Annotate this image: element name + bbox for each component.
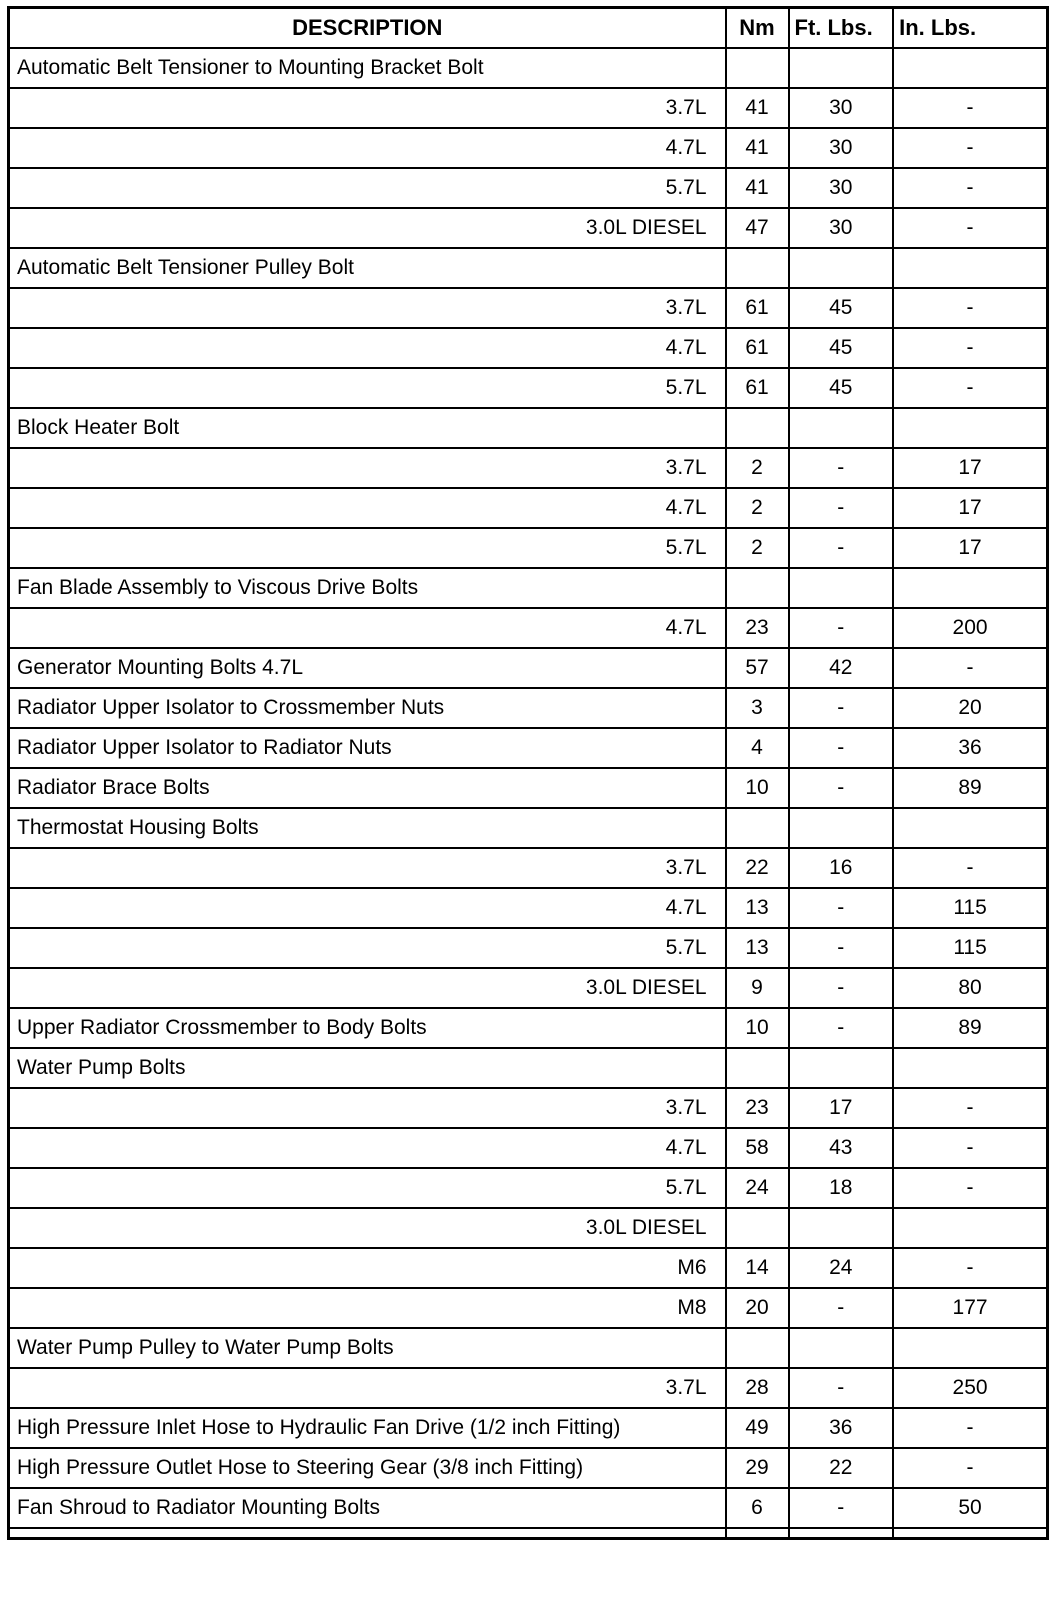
nm-value-cell <box>726 408 789 448</box>
table-row <box>9 888 1048 928</box>
column-header-inlbs: In. Lbs. <box>893 8 1047 48</box>
description-cell: 4.7L <box>9 328 726 368</box>
description-cell: M8 <box>9 1288 726 1328</box>
description-cell: 4.7L <box>9 888 726 928</box>
table-row <box>9 328 1048 368</box>
table-row <box>9 768 1048 808</box>
table-row <box>9 608 1048 648</box>
description-cell: Fan Shroud to Radiator Mounting Bolts <box>9 1488 726 1528</box>
ftlbs-value-cell: - <box>789 928 894 968</box>
description-cell: 4.7L <box>9 128 726 168</box>
nm-value-cell: 58 <box>726 1128 789 1168</box>
ftlbs-value-cell: 42 <box>789 648 894 688</box>
inlbs-value-cell: - <box>893 1448 1047 1488</box>
header-row <box>9 8 1048 48</box>
nm-value-cell <box>726 248 789 288</box>
nm-value-cell: 41 <box>726 168 789 208</box>
ftlbs-value-cell: - <box>789 1008 894 1048</box>
description-cell: 3.7L <box>9 288 726 328</box>
table-row <box>9 1208 1048 1248</box>
ftlbs-value-cell: 45 <box>789 288 894 328</box>
ftlbs-value-cell <box>789 1528 894 1539</box>
inlbs-value-cell: - <box>893 1248 1047 1288</box>
inlbs-value-cell: - <box>893 368 1047 408</box>
inlbs-value-cell: 89 <box>893 768 1047 808</box>
nm-value-cell: 2 <box>726 488 789 528</box>
nm-value-cell <box>726 1528 789 1539</box>
ftlbs-value-cell <box>789 48 894 88</box>
description-cell: Block Heater Bolt <box>9 408 726 448</box>
table-row <box>9 288 1048 328</box>
table-row <box>9 808 1048 848</box>
table-row <box>9 88 1048 128</box>
ftlbs-value-cell: 30 <box>789 208 894 248</box>
description-cell: Radiator Upper Isolator to Crossmember Nuts <box>9 688 726 728</box>
inlbs-value-cell: - <box>893 648 1047 688</box>
table-row <box>9 1488 1048 1528</box>
table-row <box>9 528 1048 568</box>
ftlbs-value-cell: - <box>789 728 894 768</box>
table-row <box>9 1368 1048 1408</box>
inlbs-value-cell: 17 <box>893 488 1047 528</box>
table-row <box>9 408 1048 448</box>
nm-value-cell: 23 <box>726 608 789 648</box>
ftlbs-value-cell <box>789 1208 894 1248</box>
ftlbs-value-cell: 30 <box>789 168 894 208</box>
table-row <box>9 648 1048 688</box>
table-row <box>9 1088 1048 1128</box>
nm-value-cell: 10 <box>726 1008 789 1048</box>
table-row <box>9 1448 1048 1488</box>
inlbs-value-cell: - <box>893 208 1047 248</box>
table-row <box>9 1248 1048 1288</box>
table-row <box>9 368 1048 408</box>
description-cell: 5.7L <box>9 368 726 408</box>
nm-value-cell: 57 <box>726 648 789 688</box>
nm-value-cell: 13 <box>726 928 789 968</box>
nm-value-cell: 3 <box>726 688 789 728</box>
inlbs-value-cell: 89 <box>893 1008 1047 1048</box>
inlbs-value-cell: - <box>893 1128 1047 1168</box>
ftlbs-value-cell <box>789 568 894 608</box>
description-cell: 5.7L <box>9 928 726 968</box>
inlbs-value-cell <box>893 1208 1047 1248</box>
ftlbs-value-cell: 45 <box>789 368 894 408</box>
table-row <box>9 168 1048 208</box>
table-row <box>9 1408 1048 1448</box>
nm-value-cell <box>726 1048 789 1088</box>
nm-value-cell: 61 <box>726 368 789 408</box>
column-header-ftlbs: Ft. Lbs. <box>789 8 894 48</box>
ftlbs-value-cell: - <box>789 1488 894 1528</box>
inlbs-value-cell <box>893 1528 1047 1539</box>
description-cell: Water Pump Bolts <box>9 1048 726 1088</box>
description-cell: Generator Mounting Bolts 4.7L <box>9 648 726 688</box>
inlbs-value-cell: 17 <box>893 528 1047 568</box>
description-cell: 3.7L <box>9 848 726 888</box>
ftlbs-value-cell: - <box>789 1288 894 1328</box>
inlbs-value-cell: - <box>893 1408 1047 1448</box>
nm-value-cell: 61 <box>726 288 789 328</box>
nm-value-cell: 2 <box>726 528 789 568</box>
nm-value-cell: 47 <box>726 208 789 248</box>
description-cell: Automatic Belt Tensioner to Mounting Bracket Bolt <box>9 48 726 88</box>
table-row <box>9 48 1048 88</box>
ftlbs-value-cell: - <box>789 888 894 928</box>
ftlbs-value-cell <box>789 1328 894 1368</box>
inlbs-value-cell: 177 <box>893 1288 1047 1328</box>
ftlbs-value-cell: - <box>789 768 894 808</box>
inlbs-value-cell: - <box>893 328 1047 368</box>
description-cell: Water Pump Pulley to Water Pump Bolts <box>9 1328 726 1368</box>
table-row <box>9 688 1048 728</box>
inlbs-value-cell: - <box>893 88 1047 128</box>
inlbs-value-cell: - <box>893 128 1047 168</box>
nm-value-cell <box>726 808 789 848</box>
description-cell: 3.7L <box>9 88 726 128</box>
description-cell: 4.7L <box>9 608 726 648</box>
ftlbs-value-cell <box>789 808 894 848</box>
nm-value-cell: 41 <box>726 128 789 168</box>
ftlbs-value-cell: - <box>789 448 894 488</box>
nm-value-cell: 29 <box>726 1448 789 1488</box>
table-row <box>9 1168 1048 1208</box>
table-row <box>9 568 1048 608</box>
description-cell: 3.0L DIESEL <box>9 208 726 248</box>
table-row <box>9 928 1048 968</box>
column-header-nm: Nm <box>726 8 789 48</box>
ftlbs-value-cell: 36 <box>789 1408 894 1448</box>
inlbs-value-cell <box>893 48 1047 88</box>
inlbs-value-cell <box>893 1048 1047 1088</box>
description-cell: 4.7L <box>9 1128 726 1168</box>
inlbs-value-cell: 50 <box>893 1488 1047 1528</box>
nm-value-cell: 10 <box>726 768 789 808</box>
ftlbs-value-cell: 22 <box>789 1448 894 1488</box>
description-cell: Upper Radiator Crossmember to Body Bolts <box>9 1008 726 1048</box>
ftlbs-value-cell: 30 <box>789 128 894 168</box>
description-cell: Automatic Belt Tensioner Pulley Bolt <box>9 248 726 288</box>
table-row <box>9 1008 1048 1048</box>
description-cell: High Pressure Inlet Hose to Hydraulic Fan Drive (1/2 inch Fitting) <box>9 1408 726 1448</box>
nm-value-cell: 14 <box>726 1248 789 1288</box>
inlbs-value-cell: - <box>893 848 1047 888</box>
torque-spec-table <box>7 6 1049 1540</box>
nm-value-cell: 9 <box>726 968 789 1008</box>
nm-value-cell: 4 <box>726 728 789 768</box>
description-cell: 5.7L <box>9 1168 726 1208</box>
description-cell: Radiator Upper Isolator to Radiator Nuts <box>9 728 726 768</box>
description-cell: 5.7L <box>9 528 726 568</box>
ftlbs-value-cell: 16 <box>789 848 894 888</box>
description-cell: 3.7L <box>9 1368 726 1408</box>
ftlbs-value-cell: - <box>789 968 894 1008</box>
inlbs-value-cell: - <box>893 1168 1047 1208</box>
table-row <box>9 1128 1048 1168</box>
table-row <box>9 968 1048 1008</box>
nm-value-cell: 22 <box>726 848 789 888</box>
column-header-description: DESCRIPTION <box>9 8 726 48</box>
ftlbs-value-cell: 18 <box>789 1168 894 1208</box>
description-cell <box>9 1528 726 1539</box>
nm-value-cell: 20 <box>726 1288 789 1328</box>
table-row <box>9 1328 1048 1368</box>
nm-value-cell: 24 <box>726 1168 789 1208</box>
inlbs-value-cell <box>893 408 1047 448</box>
table-row <box>9 488 1048 528</box>
nm-value-cell: 6 <box>726 1488 789 1528</box>
ftlbs-value-cell: 43 <box>789 1128 894 1168</box>
inlbs-value-cell: - <box>893 168 1047 208</box>
inlbs-value-cell <box>893 248 1047 288</box>
nm-value-cell: 13 <box>726 888 789 928</box>
ftlbs-value-cell <box>789 408 894 448</box>
ftlbs-value-cell: - <box>789 488 894 528</box>
nm-value-cell <box>726 48 789 88</box>
inlbs-value-cell: 36 <box>893 728 1047 768</box>
description-cell: Fan Blade Assembly to Viscous Drive Bolts <box>9 568 726 608</box>
inlbs-value-cell <box>893 568 1047 608</box>
nm-value-cell <box>726 568 789 608</box>
description-cell: Thermostat Housing Bolts <box>9 808 726 848</box>
spacer-row <box>9 1528 1048 1539</box>
table-row <box>9 728 1048 768</box>
inlbs-value-cell <box>893 1328 1047 1368</box>
table-row <box>9 1048 1048 1088</box>
inlbs-value-cell: 200 <box>893 608 1047 648</box>
description-cell: 4.7L <box>9 488 726 528</box>
inlbs-value-cell <box>893 808 1047 848</box>
inlbs-value-cell: 80 <box>893 968 1047 1008</box>
ftlbs-value-cell <box>789 248 894 288</box>
table-body <box>9 48 1048 1539</box>
inlbs-value-cell: 17 <box>893 448 1047 488</box>
table-row <box>9 1288 1048 1328</box>
table-row <box>9 448 1048 488</box>
ftlbs-value-cell: - <box>789 1368 894 1408</box>
inlbs-value-cell: 115 <box>893 888 1047 928</box>
nm-value-cell <box>726 1208 789 1248</box>
description-cell: 3.7L <box>9 1088 726 1128</box>
ftlbs-value-cell <box>789 1048 894 1088</box>
ftlbs-value-cell: - <box>789 528 894 568</box>
description-cell: High Pressure Outlet Hose to Steering Gear (3/8 inch Fitting) <box>9 1448 726 1488</box>
description-cell: 3.0L DIESEL <box>9 968 726 1008</box>
ftlbs-value-cell: 17 <box>789 1088 894 1128</box>
description-cell: 5.7L <box>9 168 726 208</box>
description-cell: M6 <box>9 1248 726 1288</box>
table-row <box>9 848 1048 888</box>
nm-value-cell: 2 <box>726 448 789 488</box>
description-cell: 3.0L DIESEL <box>9 1208 726 1248</box>
table-row <box>9 248 1048 288</box>
inlbs-value-cell: - <box>893 288 1047 328</box>
table-row <box>9 128 1048 168</box>
ftlbs-value-cell: 45 <box>789 328 894 368</box>
ftlbs-value-cell: - <box>789 688 894 728</box>
inlbs-value-cell: 250 <box>893 1368 1047 1408</box>
nm-value-cell: 28 <box>726 1368 789 1408</box>
nm-value-cell <box>726 1328 789 1368</box>
nm-value-cell: 41 <box>726 88 789 128</box>
inlbs-value-cell: - <box>893 1088 1047 1128</box>
description-cell: 3.7L <box>9 448 726 488</box>
description-cell: Radiator Brace Bolts <box>9 768 726 808</box>
table-row <box>9 208 1048 248</box>
nm-value-cell: 23 <box>726 1088 789 1128</box>
inlbs-value-cell: 115 <box>893 928 1047 968</box>
ftlbs-value-cell: - <box>789 608 894 648</box>
nm-value-cell: 49 <box>726 1408 789 1448</box>
inlbs-value-cell: 20 <box>893 688 1047 728</box>
nm-value-cell: 61 <box>726 328 789 368</box>
ftlbs-value-cell: 30 <box>789 88 894 128</box>
ftlbs-value-cell: 24 <box>789 1248 894 1288</box>
